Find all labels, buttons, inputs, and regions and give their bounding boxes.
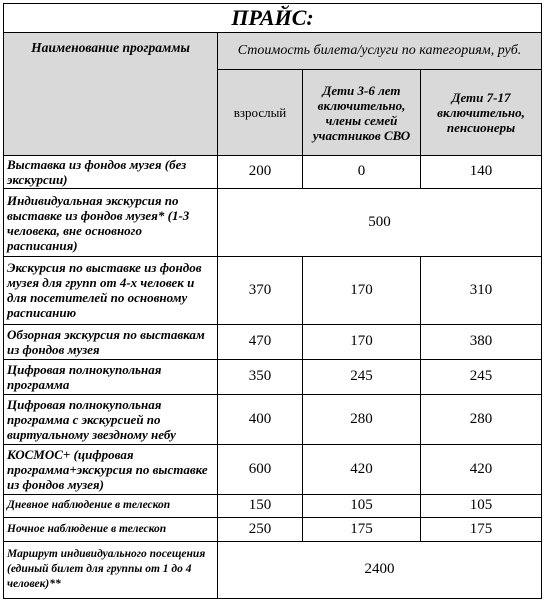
program-name: Цифровая полнокупольная программа [4,359,218,394]
program-name: Индивидуальная экскурсия по выставке из фондов музея* (1-3 человека, вне основного расписания) [4,188,218,256]
price-adult: 250 [218,517,303,541]
price-children-7-17: 420 [421,445,542,495]
price-children-3-6: 175 [303,517,421,541]
table-row [4,188,542,256]
table-row [4,394,542,444]
price-merged: 2400 [218,541,542,598]
header-ticket-cost: Стоимость билета/услуги по категориям, руб. [218,33,542,70]
table-row [4,517,542,541]
header-program-name: Наименование программы [4,33,218,156]
price-adult: 350 [218,359,303,394]
price-children-7-17: 245 [421,359,542,394]
price-children-7-17: 380 [421,324,542,359]
category-children-3-6: Дети 3-6 лет включительно, члены семей участников СВО [303,70,421,155]
table-row [4,495,542,517]
price-adult: 600 [218,445,303,495]
category-adult: взрослый [218,70,303,155]
table-row [4,359,542,394]
table-row [4,257,542,324]
price-children-7-17: 140 [421,155,542,188]
table-row [4,324,542,359]
price-adult: 400 [218,394,303,444]
price-children-7-17: 310 [421,257,542,324]
price-children-3-6: 105 [303,495,421,517]
program-name: Обзорная экскурсия по выставкам из фондов музея [4,324,218,359]
price-children-3-6: 280 [303,394,421,444]
table-row [4,445,542,495]
table-row [4,541,542,598]
program-name: Выставка из фондов музея (без экскурсии) [4,155,218,188]
program-name: Ночное наблюдение в телескоп [4,517,218,541]
price-children-3-6: 170 [303,324,421,359]
category-children-7-17: Дети 7-17 включительно, пенсионеры [421,70,542,155]
price-children-3-6: 0 [303,155,421,188]
price-children-3-6: 420 [303,445,421,495]
program-name: Цифровая полнокупольная программа с экскурсией по виртуальному звездному небу [4,394,218,444]
program-name: Экскурсия по выставке из фондов музея для групп от 4-х человек и для посетителей по основному расписанию [4,257,218,324]
program-name: КОСМОС+ (цифровая программа+экскурсия по выставке из фондов музея) [4,445,218,495]
table-row [4,155,542,188]
price-children-7-17: 105 [421,495,542,517]
price-adult: 200 [218,155,303,188]
program-name: Дневное наблюдение в телескоп [4,495,218,517]
price-children-7-17: 175 [421,517,542,541]
price-adult: 370 [218,257,303,324]
price-adult: 150 [218,495,303,517]
program-name: Маршрут индивидуального посещения (единый билет для группы от 1 до 4 человек)** [4,541,218,598]
price-children-3-6: 170 [303,257,421,324]
price-children-7-17: 280 [421,394,542,444]
price-adult: 470 [218,324,303,359]
table-title: ПРАЙС: [4,4,542,33]
price-table [3,3,542,599]
price-merged: 500 [218,188,542,256]
price-children-3-6: 245 [303,359,421,394]
